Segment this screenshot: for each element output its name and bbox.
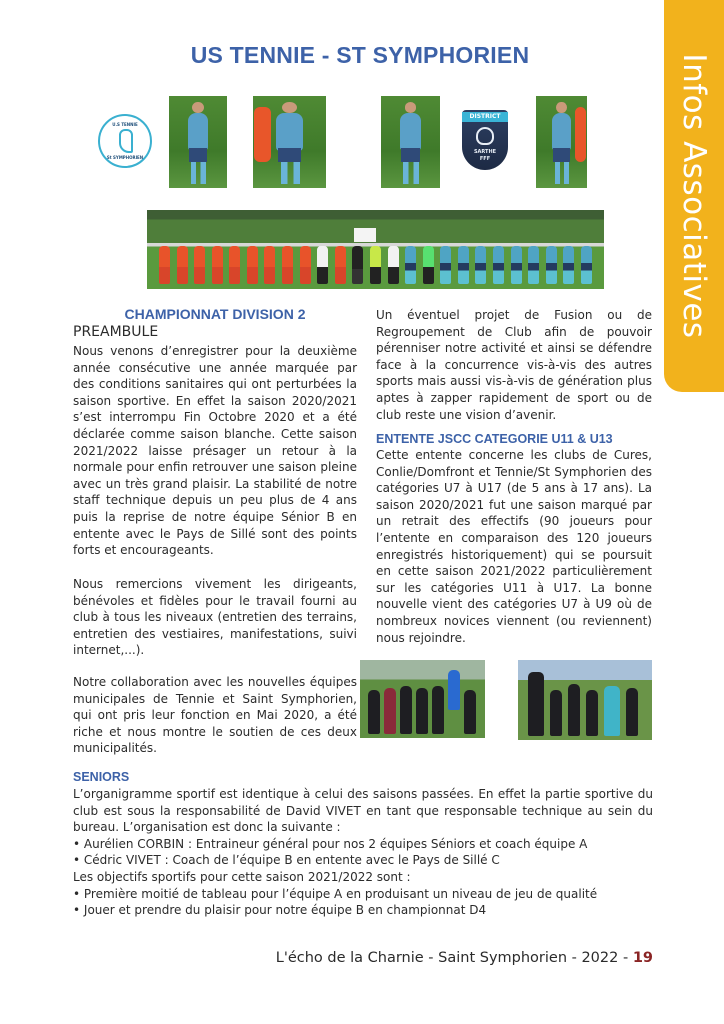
district-logo-name: SARTHE	[473, 149, 497, 155]
preambule-paragraph: Nous venons d’enregistrer pour la deuxième année consécutive une année marquée par des conditions sanitaires qui ont perturbées la saison sportive. En effet la saison 2020/2021 s’est interrompu Fin Octobre 2020 et a été déclarée comme saison blanche. Cette saison 2021/2022 laisse présager un retour à la normale pour enfin retrouver une saison pleine avec un très grand plaisir. La stabilité de notre staff technique depuis un peu plus de 4 ans puis la reprise de notre équipe Sénior B en entente avec le Pays de Sillé sont des points forts et encourageants.	[73, 344, 357, 558]
youth-team-photo	[360, 660, 485, 738]
player-photo	[381, 96, 440, 188]
club-logo-bottom-text: St SYMPHORIEN	[106, 155, 144, 160]
player-photo	[253, 96, 326, 188]
rooster-icon	[476, 127, 494, 145]
page-number: 19	[632, 950, 653, 966]
district-logo-band: DISTRICT	[462, 112, 508, 122]
championnat-heading: CHAMPIONNAT DIVISION 2	[124, 306, 306, 322]
footballer-icon	[119, 129, 133, 153]
objectives-intro: Les objectifs sportifs pour cette saison 2021/2022 sont :	[73, 869, 411, 884]
seniors-heading: SENIORS	[73, 770, 130, 784]
objective-item: • Première moitié de tableau pour l’équipe A en produisant un niveau de jeu de qualité	[73, 886, 653, 903]
section-tab	[664, 0, 724, 392]
entente-paragraph: Cette entente concerne les clubs de Cures, Conlie/Domfront et Tennie/St Symphorien des catégories U7 à U17 (de 5 ans à 17 ans). La saison 2020/2021 fut une saison marqué par un retrait des effectifs (90 joueurs pour l’entente en comparaison des 120 joueurs enregistrés historiquement) qui se poursuit en cette saison 2021/2022 particulièrement sur les catégories U11 à U17. La bonne nouvelle vient des catégories U7 à U9 où de nombreux novices viennent (ou reviennent) nous rejoindre.	[376, 448, 652, 645]
club-logo-top-text: U.S TENNIE	[112, 122, 138, 127]
objective-item: • Jouer et prendre du plaisir pour notre équipe B en championnat D4	[73, 902, 653, 919]
youth-team-photo	[518, 660, 652, 740]
entente-heading: ENTENTE JSCC CATEGORIE U11 & U13	[376, 432, 613, 446]
district-logo-fed: FFF	[479, 156, 491, 162]
page-footer	[270, 950, 653, 966]
team-lineup-photo	[147, 210, 604, 289]
thanks-paragraph: Nous remercions vivement les dirigeants, bénévoles et fidèles pour le travail fourni au club à tous les niveaux (entretien des terrains, entretien des vestiaires, manifestations, suivi internet,...).	[73, 577, 357, 658]
staff-item: • Cédric VIVET : Coach de l’équipe B en entente avec le Pays de Sillé C	[73, 852, 653, 869]
staff-item: • Aurélien CORBIN : Entraineur général pour nos 2 équipes Séniors et coach équipe A	[73, 836, 653, 853]
seniors-intro: L’organigramme sportif est identique à celui des saisons passées. En effet la partie sportive du club est sous la responsabilité de David VIVET en tant que responsable technique au sein du bureau. L’organisation est donc la suivante :	[73, 787, 653, 835]
district-logo	[462, 110, 508, 170]
player-photo	[536, 96, 587, 188]
club-logo	[98, 114, 152, 168]
fusion-paragraph: Un éventuel projet de Fusion ou de Regroupement de Club afin de pouvoir pérenniser notre activité et ainsi se défendre face à la concurrence vis-à-vis des autres sports mais aussi vis-à-vis de génération plus aptes à zapper rapidement de sport ou de club reste une vision d’avenir.	[376, 308, 652, 422]
section-tab-label: Infos Associatives	[676, 53, 712, 339]
page-title: US TENNIE - ST SYMPHORIEN	[190, 42, 530, 68]
preambule-subheading: PREAMBULE	[73, 324, 159, 340]
player-photo	[169, 96, 227, 188]
municipalities-paragraph: Notre collaboration avec les nouvelles équipes municipales de Tennie et Saint Symphorien, qui ont pris leur fonction en Mai 2020, a été riche et nous montre le soutien de ces deux municipalités.	[73, 675, 357, 756]
publication-name: L'écho de la Charnie - Saint Symphorien - 2022 -	[275, 950, 633, 966]
seniors-section	[73, 786, 653, 919]
